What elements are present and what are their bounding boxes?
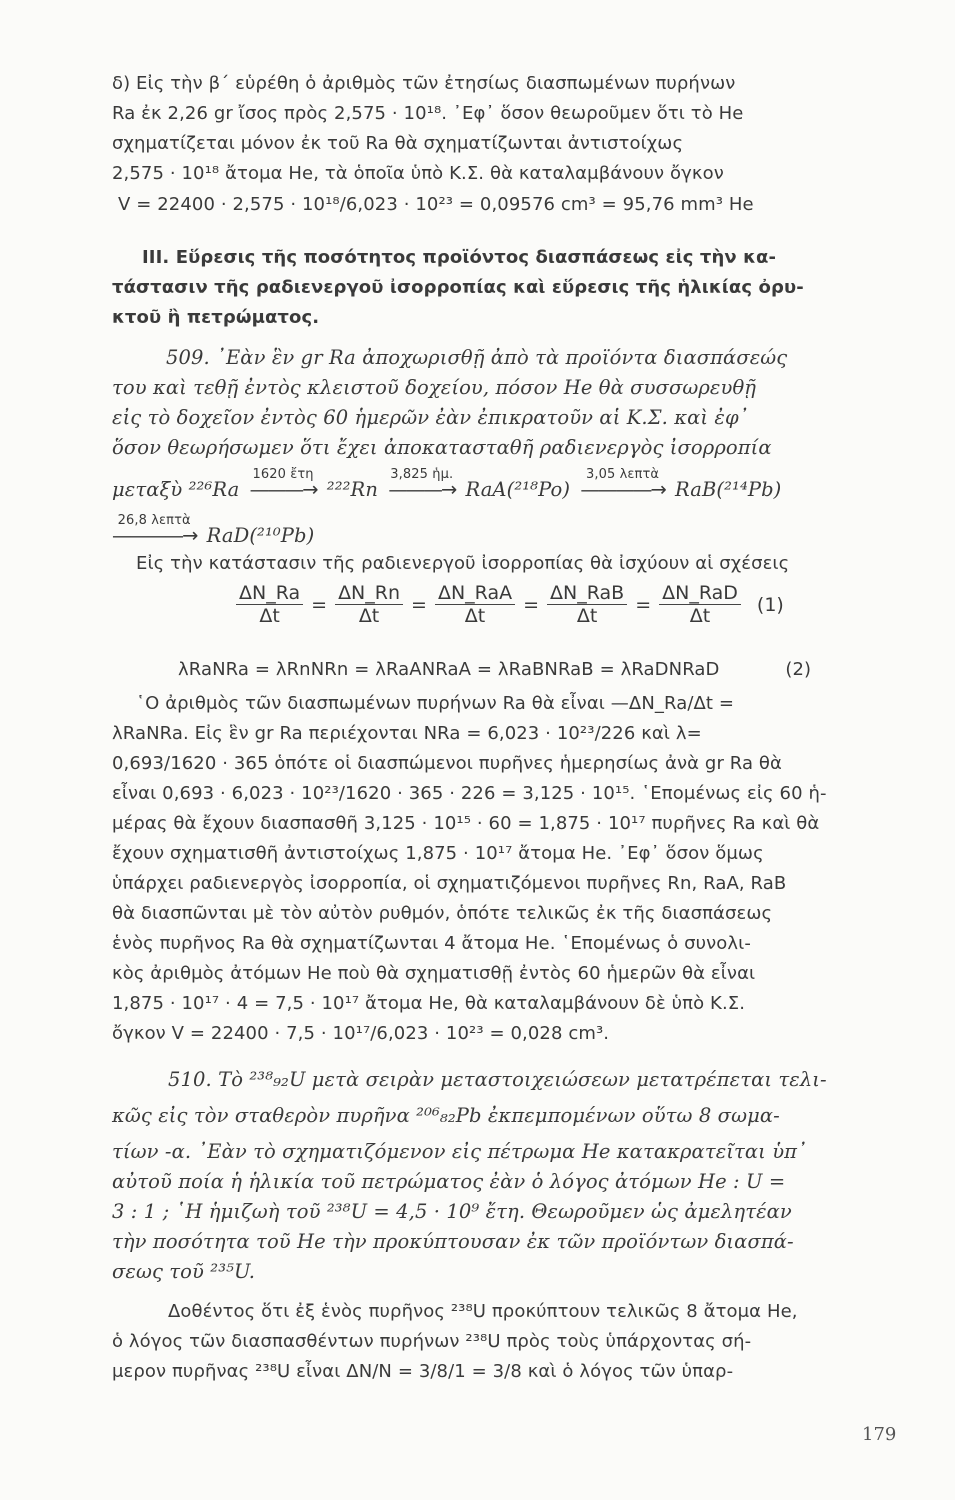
solution-509-intro: Εἰς τὴν κατάστασιν τῆς ραδιενεργοῦ ἰσορροπίας θὰ ἰσχύουν αἱ σχέσεις xyxy=(136,553,790,574)
para-d-line-1: δ) Εἰς τὴν β΄ εὑρέθη ὁ ἀριθμὸς τῶν ἐτησίως διασπωμένων πυρήνων xyxy=(112,73,736,94)
decay-arrow-2: 3,825 ἡμ. ———→ xyxy=(388,478,455,502)
solution-510-line-2: ὁ λόγος τῶν διασπασθέντων πυρήνων ²³⁸U πρὸς τοὺς ὑπάρχοντας σή- xyxy=(112,1331,752,1352)
page-number: 179 xyxy=(862,1424,897,1445)
problem-510-line-6: τὴν ποσότητα τοῦ He τὴν προκύπτουσαν ἐκ τῶν προϊόντων διασπά- xyxy=(112,1230,794,1253)
section-heading-line-1: III. Εὕρεσις τῆς ποσότητος προϊόντος διασπάσεως εἰς τὴν κα- xyxy=(142,247,777,268)
solution-509-line-9: ἑνὸς πυρῆνος Ra θὰ σχηματίζωνται 4 ἄτομα He. ῾Επομένως ὁ συνολι- xyxy=(112,933,751,954)
solution-509-line-2: λRaNRa. Εἰς ἓν gr Ra περιέχονται NRa = 6,023 · 10²³/226 καὶ λ= xyxy=(112,723,702,744)
problem-510-line-5: 3 : 1 ; ῾Η ἡμιζωὴ τοῦ ²³⁸U = 4,5 · 10⁹ ἔτη. Θεωροῦμεν ὡς ἀμελητέαν xyxy=(112,1200,792,1223)
solution-509-line-11: 1,875 · 10¹⁷ · 4 = 7,5 · 10¹⁷ ἄτομα He, θὰ καταλαμβάνουν δὲ ὑπὸ Κ.Σ. xyxy=(112,993,746,1014)
problem-509-line-1: 509. ᾽Εὰν ἓν gr Ra ἀποχωρισθῇ ἀπὸ τὰ προϊόντα διασπάσεώς xyxy=(166,346,788,369)
nuclide-raa: RaA(²¹⁸Po) xyxy=(465,478,571,501)
solution-509-line-4: εἶναι 0,693 · 6,023 · 10²³/1620 · 365 · 226 = 3,125 · 10¹⁵. ῾Επομένως εἰς 60 ἡ- xyxy=(112,783,827,804)
halflife-1: 1620 ἔτη xyxy=(252,467,314,482)
halflife-3: 3,05 λεπτὰ xyxy=(586,467,660,482)
section-heading-line-3: κτοῦ ἢ πετρώματος. xyxy=(112,307,320,328)
decay-chain-line-1 xyxy=(112,467,912,502)
solution-510-line-1: Δοθέντος ὅτι ἐξ ἑνὸς πυρῆνος ²³⁸U προκύπτουν τελικῶς 8 ἄτομα He, xyxy=(168,1301,798,1322)
fraction-raa: $\frac{\text{ΔN\_RaA}}{\Delta t}$ xyxy=(435,582,515,627)
solution-509-line-5: μέρας θὰ ἔχουν διασπασθῆ 3,125 · 10¹⁵ · 60 = 1,875 · 10¹⁷ πυρῆνες Ra καὶ θὰ xyxy=(112,813,820,834)
equation-2 xyxy=(178,658,955,682)
problem-509-line-4: ὅσον θεωρήσωμεν ὅτι ἔχει ἀποκατασταθῆ ραδιενεργὸς ἰσορροπία xyxy=(112,436,772,459)
solution-509-line-7: ὑπάρχει ραδιενεργὸς ἰσορροπία, οἱ σχηματιζόμενοι πυρῆνες Rn, RaA, RaB xyxy=(112,873,787,894)
decay-chain-line-2 xyxy=(112,513,912,548)
para-d-line-3: σχηματίζεται μόνον ἐκ τοῦ Ra θὰ σχηματίζωνται ἀντιστοίχως xyxy=(112,133,684,154)
nuclide-rn222: ²²²Rn xyxy=(326,478,378,501)
equation-2-body: λRaNRa = λRnNRn = λRaANRaA = λRaBNRaB = λRaDNRaD xyxy=(178,659,720,680)
para-d-line-5: V = 22400 · 2,575 · 10¹⁸/6,023 · 10²³ = 0,09576 cm³ = 95,76 mm³ He xyxy=(118,194,754,215)
para-d-line-2: Ra ἐκ 2,26 gr ἴσος πρὸς 2,575 · 10¹⁸. ᾽Εφ᾽ ὅσον θεωροῦμεν ὅτι τὸ He xyxy=(112,103,744,124)
nuclide-rab: RaB(²¹⁴Pb) xyxy=(675,478,782,501)
fraction-rad: $\frac{\text{ΔN\_RaD}}{\Delta t}$ xyxy=(659,582,741,627)
problem-509-line-3: εἰς τὸ δοχεῖον ἐντὸς 60 ἡμερῶν ἐὰν ἐπικρατοῦν αἱ Κ.Σ. καὶ ἐφ᾽ xyxy=(112,406,749,429)
fraction-rn: $\frac{\Delta N\_Rn}{\Delta t}$ xyxy=(335,582,403,627)
equation-1-label: (1) xyxy=(756,593,784,616)
section-heading-line-2: τάστασιν τῆς ραδιενεργοῦ ἰσορροπίας καὶ εὕρεσις τῆς ἡλικίας ὀρυ- xyxy=(112,277,804,298)
halflife-4: 26,8 λεπτὰ xyxy=(117,513,191,528)
decay-arrow-4: 26,8 λεπτὰ ————→ xyxy=(112,524,196,548)
decay-arrow-1: 1620 ἔτη ———→ xyxy=(250,478,317,502)
nuclide-ra226: ²²⁶Ra xyxy=(188,478,240,501)
solution-509-line-3: 0,693/1620 · 365 ὁπότε οἱ διασπώμενοι πυρῆνες ἡμερησίως ἀνὰ gr Ra θὰ xyxy=(112,753,783,774)
problem-509-line-2: του καὶ τεθῇ ἐντὸς κλειστοῦ δοχείου, πόσον He θὰ συσσωρευθῇ xyxy=(112,376,757,399)
nuclide-rad: RaD(²¹⁰Pb) xyxy=(206,524,315,547)
solution-509-line-1: ῾Ο ἀριθμὸς τῶν διασπωμένων πυρήνων Ra θὰ εἶναι —ΔN_Ra/Δt = xyxy=(136,693,735,714)
para-d-line-4: 2,575 · 10¹⁸ ἄτομα He, τὰ ὁποῖα ὑπὸ Κ.Σ. θὰ καταλαμβάνουν ὄγκον xyxy=(112,163,724,184)
solution-510-line-3: μερον πυρῆνας ²³⁸U εἶναι ΔN/N = 3/8/1 = 3/8 καὶ ὁ λόγος τῶν ὑπαρ- xyxy=(112,1361,734,1382)
solution-509-line-8: θὰ διασπῶνται μὲ τὸν αὐτὸν ρυθμόν, ὁπότε τελικῶς ἐκ τῆς διασπάσεως xyxy=(112,903,773,924)
problem-510-line-7: σεως τοῦ ²³⁵U. xyxy=(112,1260,256,1283)
problem-510-line-3: τίων -α. ᾽Εὰν τὸ σχηματιζόμενον εἰς πέτρωμα He κατακρατεῖται ὑπ᾽ xyxy=(112,1140,807,1163)
solution-509-line-12: ὄγκον V = 22400 · 7,5 · 10¹⁷/6,023 · 10²³ = 0,028 cm³. xyxy=(112,1023,610,1044)
equation-1: $\frac{\Delta N\_Ra}{\Delta t}$ = $\frac{\Delta N\_Rn}{\Delta t}$ = $\frac{\text{ΔN\_RaA}}{\Delta t}$ = $\frac{\text{ΔN\_RaB}}{\Delta t}$ = $\frac{\text{ΔN\_RaD}}{\Delta t}$ (1) xyxy=(232,582,784,627)
equation-2-label: (2) xyxy=(785,659,812,680)
solution-509-line-10: κὸς ἀριθμὸς ἀτόμων He ποὺ θὰ σχηματισθῇ ἐντὸς 60 ἡμερῶν θὰ εἶναι xyxy=(112,963,756,984)
solution-509-line-6: ἔχουν σχηματισθῆ ἀντιστοίχως 1,875 · 10¹⁷ ἄτομα He. ᾽Εφ᾽ ὅσον ὅμως xyxy=(112,843,764,864)
problem-510-line-4: αὐτοῦ ποία ἡ ἡλικία τοῦ πετρώματος ἐὰν ὁ λόγος ἀτόμων He : U = xyxy=(112,1170,786,1193)
fraction-ra: $\frac{\Delta N\_Ra}{\Delta t}$ xyxy=(236,582,303,627)
chain-prefix: μεταξὺ xyxy=(112,478,183,501)
decay-arrow-3: 3,05 λεπτὰ ————→ xyxy=(580,478,664,502)
problem-510-line-2: κῶς εἰς τὸν σταθερὸν πυρῆνα ²⁰⁶₈₂Pb ἐκπεμπομένων οὕτω 8 σωμα- xyxy=(112,1104,780,1127)
halflife-2: 3,825 ἡμ. xyxy=(390,467,454,482)
fraction-rab: $\frac{\text{ΔN\_RaB}}{\Delta t}$ xyxy=(547,582,627,627)
problem-510-line-1: 510. Τὸ ²³⁸₉₂U μετὰ σειρὰν μεταστοιχειώσεων μετατρέπεται τελι- xyxy=(168,1068,827,1091)
